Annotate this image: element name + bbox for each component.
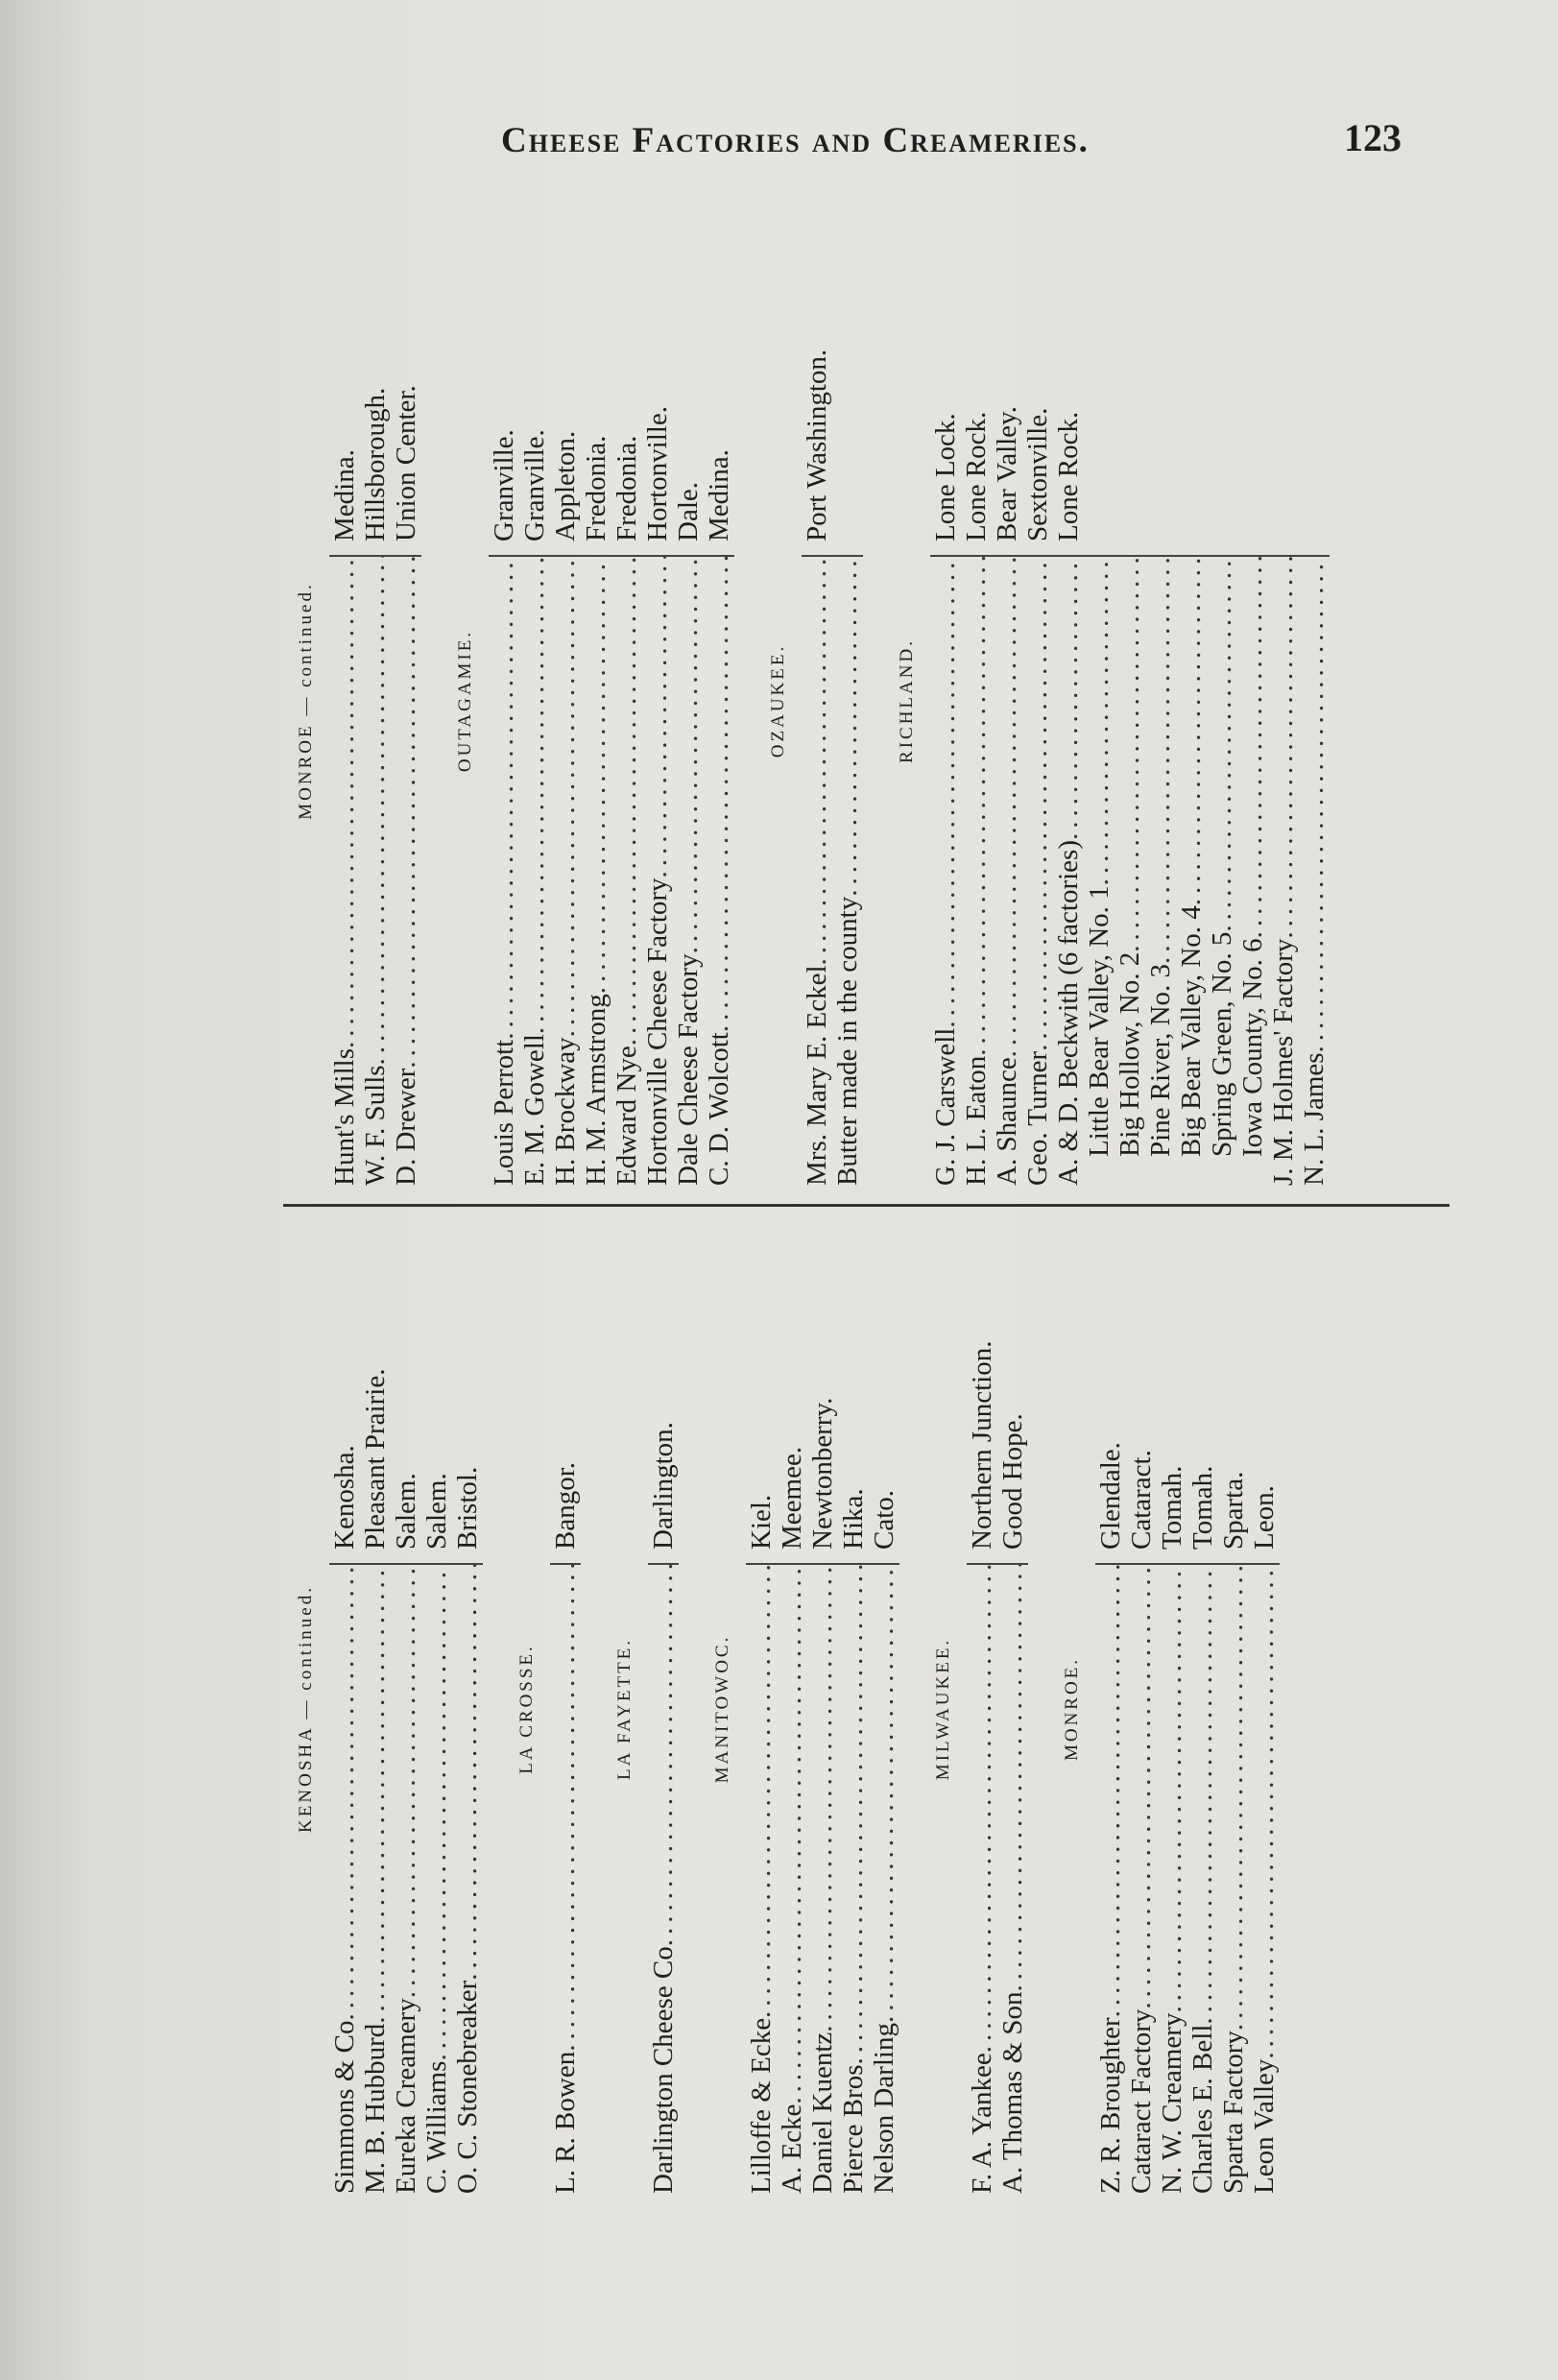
- section-spacer: [863, 216, 884, 1186]
- list-item: [550, 216, 581, 1186]
- entry-name: A. Ecke: [777, 2104, 807, 2194]
- dot-leader: [519, 557, 550, 1034]
- list-item: [360, 1224, 391, 2194]
- dot-leader: [1207, 557, 1237, 932]
- entry-place: Sextonville.: [1022, 216, 1053, 557]
- entry-place: Port Washington.: [802, 216, 832, 557]
- list-item: [648, 1224, 679, 2194]
- section-spacer: [483, 1224, 504, 2194]
- entry-name: Charles E. Bell: [1187, 2024, 1218, 2194]
- entry-name: Nelson Darling: [869, 2023, 899, 2194]
- entry-name: M. B. Hubburd: [360, 2023, 391, 2194]
- entry-place: Meemee.: [777, 1224, 807, 1565]
- entry-place: Lone Rock.: [961, 216, 992, 557]
- entry-name: Big Bear Valley, No. 4: [1176, 905, 1207, 1157]
- entry-place: Salem.: [421, 1224, 452, 1565]
- dot-leader: [360, 557, 391, 1065]
- dot-leader: [1022, 557, 1053, 1051]
- section-heading: OZAUKEE.: [768, 643, 788, 758]
- list-item: [1053, 216, 1084, 1186]
- section-heading: MANITOWOC.: [712, 1634, 732, 1784]
- dot-leader: [1268, 557, 1299, 939]
- entry-name: Lilloffe & Ecke: [746, 2017, 777, 2194]
- list-item: [581, 216, 611, 1186]
- dot-leader: [1299, 557, 1330, 1052]
- list-item: [1237, 216, 1268, 1186]
- dot-leader: [1187, 1565, 1218, 2025]
- list-item: [802, 216, 832, 1186]
- entry-name: Simmons & Co: [329, 2020, 360, 2194]
- dot-leader: [489, 557, 519, 1040]
- entry-place: Cataract.: [1126, 1224, 1157, 1565]
- entry-name: A. & D. Beckwith (6 factories): [1053, 840, 1084, 1186]
- list-item: [997, 1224, 1028, 2194]
- dot-leader: [869, 1565, 899, 2023]
- entry-place: [1237, 216, 1268, 557]
- dot-leader: [992, 557, 1022, 1057]
- entry-name: G. J. Carswell: [930, 1027, 961, 1186]
- dot-leader: [360, 1565, 391, 2024]
- entry-name: Little Bear Valley, No. 1: [1084, 885, 1115, 1157]
- list-item: [838, 1224, 869, 2194]
- list-item: [1249, 1224, 1280, 2194]
- list-item: [519, 216, 550, 1186]
- entry-place: Appleton.: [550, 216, 581, 557]
- rotated-table: [283, 216, 1450, 2194]
- entry-place: Lone Rock.: [1053, 216, 1084, 557]
- list-item: [1095, 1224, 1126, 2194]
- entry-place: Tomah.: [1157, 1224, 1187, 1565]
- section-spacer: [581, 1224, 602, 2194]
- list-item: [1126, 1224, 1157, 2194]
- entry-name: Louis Perrott: [489, 1039, 519, 1186]
- entry-name: O. C. Stonebreaker: [452, 1980, 483, 2194]
- left-column: [283, 1224, 1450, 2194]
- section-spacer: [679, 1224, 700, 2194]
- entry-name: Dale Cheese Factory: [673, 953, 704, 1186]
- dot-leader: [611, 557, 642, 1046]
- list-item: [611, 216, 642, 1186]
- dot-leader: [1157, 1565, 1187, 2013]
- entry-place: Granville.: [519, 216, 550, 557]
- entry-name: Iowa County, No. 6: [1237, 938, 1268, 1157]
- dot-leader: [704, 557, 734, 1032]
- dot-leader: [930, 557, 961, 1028]
- entry-place: [1145, 216, 1176, 557]
- entry-place: Hillsborough.: [360, 216, 391, 557]
- page-header: [0, 110, 1558, 168]
- entry-place: Fredonia.: [581, 216, 611, 557]
- entry-place: [1207, 216, 1237, 557]
- list-item: [1145, 216, 1176, 1186]
- list-item: [452, 1224, 483, 2194]
- dot-leader: [391, 1565, 421, 1998]
- entry-name: Pierce Bros: [838, 2064, 869, 2194]
- entry-name: D. Drewer: [391, 1068, 421, 1186]
- list-item: [1084, 216, 1115, 1186]
- entry-place: [1084, 216, 1115, 557]
- entry-name: A. Shaunce: [992, 1057, 1022, 1186]
- section-heading: KENOSHA — continued.: [296, 1585, 316, 1833]
- entry-place: Good Hope.: [997, 1224, 1028, 1565]
- entry-place: Leon.: [1249, 1224, 1280, 1565]
- dot-leader: [1145, 557, 1176, 964]
- entry-name: F. A. Yankee: [967, 2053, 997, 2194]
- entry-name: Mrs. Mary E. Eckel: [802, 965, 832, 1186]
- dot-leader: [838, 1565, 869, 2065]
- dot-leader: [648, 1565, 679, 1946]
- entry-name: Geo. Turner: [1022, 1050, 1053, 1186]
- dot-leader: [807, 1565, 838, 2032]
- entry-name: H. Brockway: [550, 1037, 581, 1186]
- section-heading: MILWAUKEE.: [933, 1637, 953, 1781]
- entry-place: Union Center.: [391, 216, 421, 557]
- dot-leader: [550, 557, 581, 1037]
- entry-place: [1299, 216, 1330, 557]
- list-item: [391, 1224, 421, 2194]
- list-item: [777, 1224, 807, 2194]
- entry-name: Darlington Cheese Co: [648, 1946, 679, 2194]
- dot-leader: [421, 1565, 452, 2061]
- entry-place: Bristol.: [452, 1224, 483, 1565]
- list-item: [329, 1224, 360, 2194]
- entry-place: Pleasant Prairie.: [360, 1224, 391, 1565]
- dot-leader: [1126, 1565, 1157, 2009]
- list-item: [832, 216, 863, 1186]
- entry-place: Kiel.: [746, 1224, 777, 1565]
- dot-leader: [581, 557, 611, 994]
- dot-leader: [1176, 557, 1207, 905]
- list-item: [1268, 216, 1299, 1186]
- entry-place: Bangor.: [550, 1224, 581, 1565]
- list-item: [1022, 216, 1053, 1186]
- dot-leader: [802, 557, 832, 965]
- list-item: [329, 216, 360, 1186]
- entry-name: N. L. James: [1299, 1052, 1330, 1186]
- section-heading: MONROE — continued.: [296, 582, 316, 820]
- dot-leader: [1218, 1565, 1249, 2031]
- section-spacer: [1028, 1224, 1049, 2194]
- entry-place: Kenosha.: [329, 1224, 360, 1565]
- list-item: [1218, 1224, 1249, 2194]
- entry-place: Tomah.: [1187, 1224, 1218, 1565]
- entry-place: Northern Junction.: [967, 1224, 997, 1565]
- list-item: [673, 216, 704, 1186]
- list-item: [1176, 216, 1207, 1186]
- list-item: [807, 1224, 838, 2194]
- entry-place: Granville.: [489, 216, 519, 557]
- entry-place: Salem.: [391, 1224, 421, 1565]
- entry-name: J. M. Holmes' Factory: [1268, 938, 1299, 1186]
- section-spacer: [421, 216, 443, 1186]
- entry-name: A. Thomas & Son: [997, 1991, 1028, 2194]
- entry-place: Glendale.: [1095, 1224, 1126, 1565]
- entry-name: Eureka Creamery: [391, 1998, 421, 2194]
- entry-name: E. M. Gowell: [519, 1034, 550, 1186]
- entry-place: Dale.: [673, 216, 704, 557]
- entry-place: Cato.: [869, 1224, 899, 1565]
- entry-name: C. D. Wolcott: [704, 1032, 734, 1186]
- entry-name: H. L. Eaton: [961, 1055, 992, 1186]
- list-item: [930, 216, 961, 1186]
- entry-place: Medina.: [329, 216, 360, 557]
- dot-leader: [1095, 1565, 1126, 2017]
- list-item: [360, 216, 391, 1186]
- dot-leader: [961, 557, 992, 1056]
- dot-leader: [452, 1565, 483, 1981]
- entry-place: Medina.: [704, 216, 734, 557]
- entry-place: [832, 216, 863, 557]
- dot-leader: [642, 557, 673, 877]
- entry-place: Darlington.: [648, 1224, 679, 1565]
- list-item: [704, 216, 734, 1186]
- entry-name: Sparta Factory: [1218, 2031, 1249, 2194]
- list-item: [391, 216, 421, 1186]
- entry-place: Hortonville.: [642, 216, 673, 557]
- list-item: [992, 216, 1022, 1186]
- entry-name: H. M. Armstrong: [581, 994, 611, 1186]
- dot-leader: [1237, 557, 1268, 938]
- entry-name: L. R. Bowen: [550, 2051, 581, 2194]
- entry-place: [1115, 216, 1145, 557]
- entry-place: Newtonberry.: [807, 1224, 838, 1565]
- section-spacer: [734, 216, 755, 1186]
- dot-leader: [997, 1565, 1028, 1991]
- list-item: [967, 1224, 997, 2194]
- section-heading: RICHLAND.: [897, 638, 917, 763]
- entry-place: [1176, 216, 1207, 557]
- entry-name: Z. R. Broughter: [1095, 2017, 1126, 2194]
- section-spacer: [899, 1224, 921, 2194]
- list-item: [1207, 216, 1237, 1186]
- section-spacer: [1330, 216, 1351, 1186]
- section-heading: LA FAYETTE.: [614, 1637, 635, 1781]
- entry-name: Leon Valley: [1249, 2058, 1280, 2194]
- section-heading: OUTAGAMIE.: [455, 629, 475, 773]
- entry-name: C. Williams: [421, 2060, 452, 2194]
- dot-leader: [1249, 1565, 1280, 2059]
- dot-leader: [746, 1565, 777, 2018]
- entry-name: Edward Nye: [611, 1046, 642, 1186]
- right-column: [283, 216, 1450, 1186]
- column-divider: [283, 1204, 1450, 1207]
- list-item: [1115, 216, 1145, 1186]
- entry-name: Cataract Factory: [1126, 2008, 1157, 2194]
- list-item: [961, 216, 992, 1186]
- list-item: [1299, 216, 1330, 1186]
- entry-place: Fredonia.: [611, 216, 642, 557]
- entry-place: [1268, 216, 1299, 557]
- entry-name: W. F. Sulls: [360, 1065, 391, 1186]
- entry-name: Daniel Kuentz: [807, 2031, 838, 2194]
- list-item: [869, 1224, 899, 2194]
- dot-leader: [967, 1565, 997, 2053]
- list-item: [489, 216, 519, 1186]
- entry-place: Sparta.: [1218, 1224, 1249, 1565]
- entry-name: Big Hollow, No. 2: [1115, 951, 1145, 1157]
- entry-name: Spring Green, No. 5: [1207, 931, 1237, 1157]
- dot-leader: [329, 1565, 360, 2021]
- dot-leader: [777, 1565, 807, 2104]
- list-item: [550, 1224, 581, 2194]
- dot-leader: [673, 557, 704, 953]
- list-item: [642, 216, 673, 1186]
- section-spacer: [1280, 1224, 1301, 2194]
- entry-place: Hika.: [838, 1224, 869, 1565]
- section-heading: MONROE.: [1062, 1656, 1082, 1762]
- dot-leader: [1115, 557, 1145, 952]
- entry-place: Lone Lock.: [930, 216, 961, 557]
- entry-name: Hortonville Cheese Factory: [642, 877, 673, 1186]
- entry-name: Pine River, No. 3: [1145, 963, 1176, 1157]
- list-item: [746, 1224, 777, 2194]
- dot-leader: [1053, 557, 1084, 840]
- running-head: Cheese Factories and Creameries.: [501, 121, 1090, 160]
- dot-leader: [391, 557, 421, 1069]
- list-item: [1187, 1224, 1218, 2194]
- dot-leader: [550, 1565, 581, 2052]
- entry-name: N. W. Creamery: [1157, 2012, 1187, 2194]
- page-number: 123: [1344, 116, 1402, 159]
- entry-name: Hunt's Mills: [329, 1047, 360, 1186]
- entry-place: Bear Valley.: [992, 216, 1022, 557]
- section-heading: LA CROSSE.: [516, 1644, 537, 1774]
- dot-leader: [832, 557, 863, 897]
- list-item: [1157, 1224, 1187, 2194]
- entry-name: Butter made in the county: [832, 896, 863, 1186]
- dot-leader: [329, 557, 360, 1048]
- list-item: [421, 1224, 452, 2194]
- dot-leader: [1084, 557, 1115, 885]
